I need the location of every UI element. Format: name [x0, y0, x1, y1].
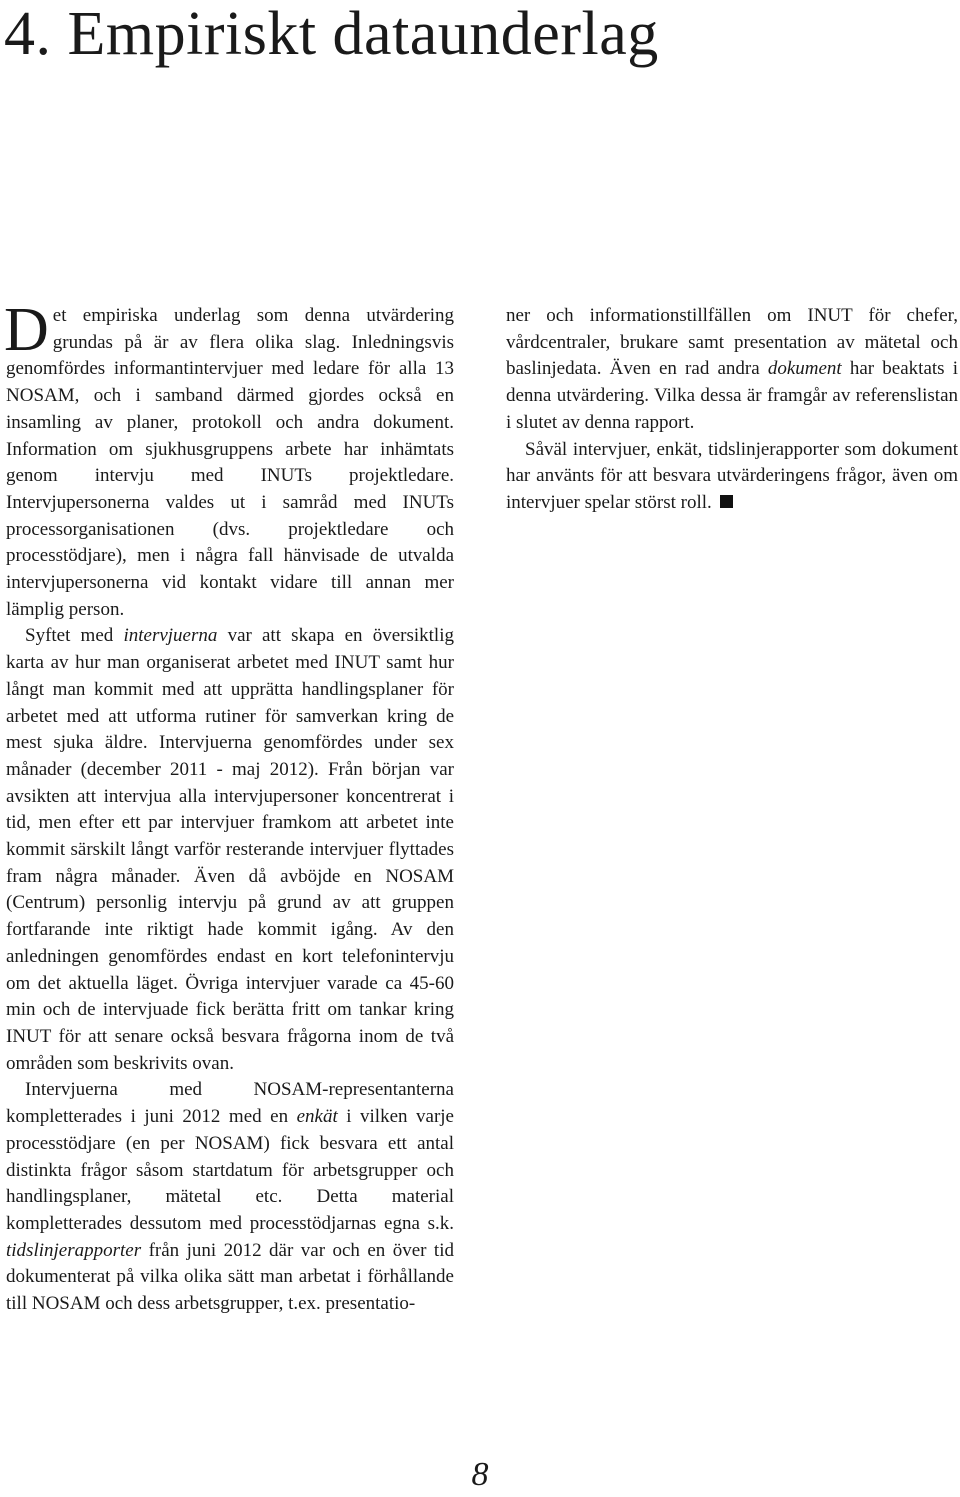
paragraph-interview-purpose: [6, 623, 454, 1077]
paragraph-text: från juni 2012 där var och en över tid dokumenterat på vilka olika sätt man arbetat i förhållande till NOSAM och dess arbetsgrupper, t.ex. presentatio-: [6, 1239, 454, 1315]
emphasis-tidslinjerapporter: tidslinjerapporter: [6, 1239, 142, 1261]
paragraph-text: i vilken varje processtödjare (en per NOSAM) fick besvara ett antal distinkta frågor såsom startdatum för arbetsgrupper och handlingsplaner, mätetal etc. Detta material kompletterades dessutom med processtödjarnas egna s.k.: [6, 1106, 454, 1234]
end-of-chapter-square-icon: [720, 495, 733, 508]
emphasis-enkat: enkät: [296, 1106, 338, 1128]
paragraph-continued: [506, 303, 958, 437]
right-column: [506, 303, 958, 517]
paragraph-text: var att skapa en översiktlig karta av hur man organiserat arbetet med INUT samt hur långt man kommit med att upprätta handlingsplaner för arbetet med att utforma rutiner för samverkan kring de mest sjuka äldre. Intervjuerna genomfördes under sex månader (december 2011 - maj 2012). Från början var avsikten att intervjua alla intervjupersoner koncentrerat i tid, men efter ett par intervjuer framkom att arbetet inte kommit särskilt långt varför resterande intervjuer flyttades fram några månader. Även då avböjde en NOSAM (Centrum) personlig intervju på grund av att gruppen fortfarande inte riktigt hade kommit igång. Av den anledningen genomfördes endast en kort telefonintervju om det aktuella läget. Övriga intervjuer varade ca 45-60 min och de intervjuade fick berätta fritt om tankar kring INUT för att senare också besvara frågorna inom de två områden som beskrivits ovan.: [6, 625, 454, 1074]
paragraph-text: Syftet med: [25, 625, 124, 647]
paragraph-text: har beaktats i denna utvärdering. Vilka dessa är framgår av referenslistan i slutet av denna rapport.: [506, 358, 958, 433]
emphasis-intervjuerna: intervjuerna: [123, 625, 218, 647]
paragraph-text: ner och informationstillfällen om INUT för chefer, vårdcentraler, brukare samt presentation av mätetal och baslinjedata. Även en rad andra: [506, 305, 958, 380]
paragraph-summary: [506, 437, 958, 517]
chapter-title: 4. Empiriskt dataunderlag: [4, 0, 659, 68]
paragraph-survey: [6, 1077, 454, 1317]
paragraph-intro: [4, 296, 454, 623]
paragraph-text: Intervjuerna med NOSAM-representanterna kompletterades i juni 2012 med en: [6, 1079, 454, 1128]
paragraph-intro-text: et empiriska underlag som denna utvärdering grundas på är av flera olika slag. Inledningsvis genomfördes informantintervjuer med ledare för alla 13 NOSAM, och i samband därmed gjordes också en insamling av planer, protokoll och andra dokument. Information om sjukhusgruppens arbete har inhämtats genom intervju med INUTs projektledare. Intervjupersonerna valdes ut i samråd med INUTs processorganisationen (dvs. projektledare och processtödjare), men i några fall hänvisade de utvalda intervjupersonerna vid kontakt vidare till annan mer lämplig person.: [6, 305, 454, 620]
left-column: [4, 296, 454, 1318]
paragraph-text: Såväl intervjuer, enkät, tidslinjerapporter som dokument har använts för att besvara utvärderingens frågor, även om intervjuer spelar störst roll.: [506, 438, 958, 513]
emphasis-dokument: dokument: [767, 358, 842, 380]
drop-cap: D: [4, 296, 49, 364]
page-number: 8: [471, 1456, 489, 1493]
